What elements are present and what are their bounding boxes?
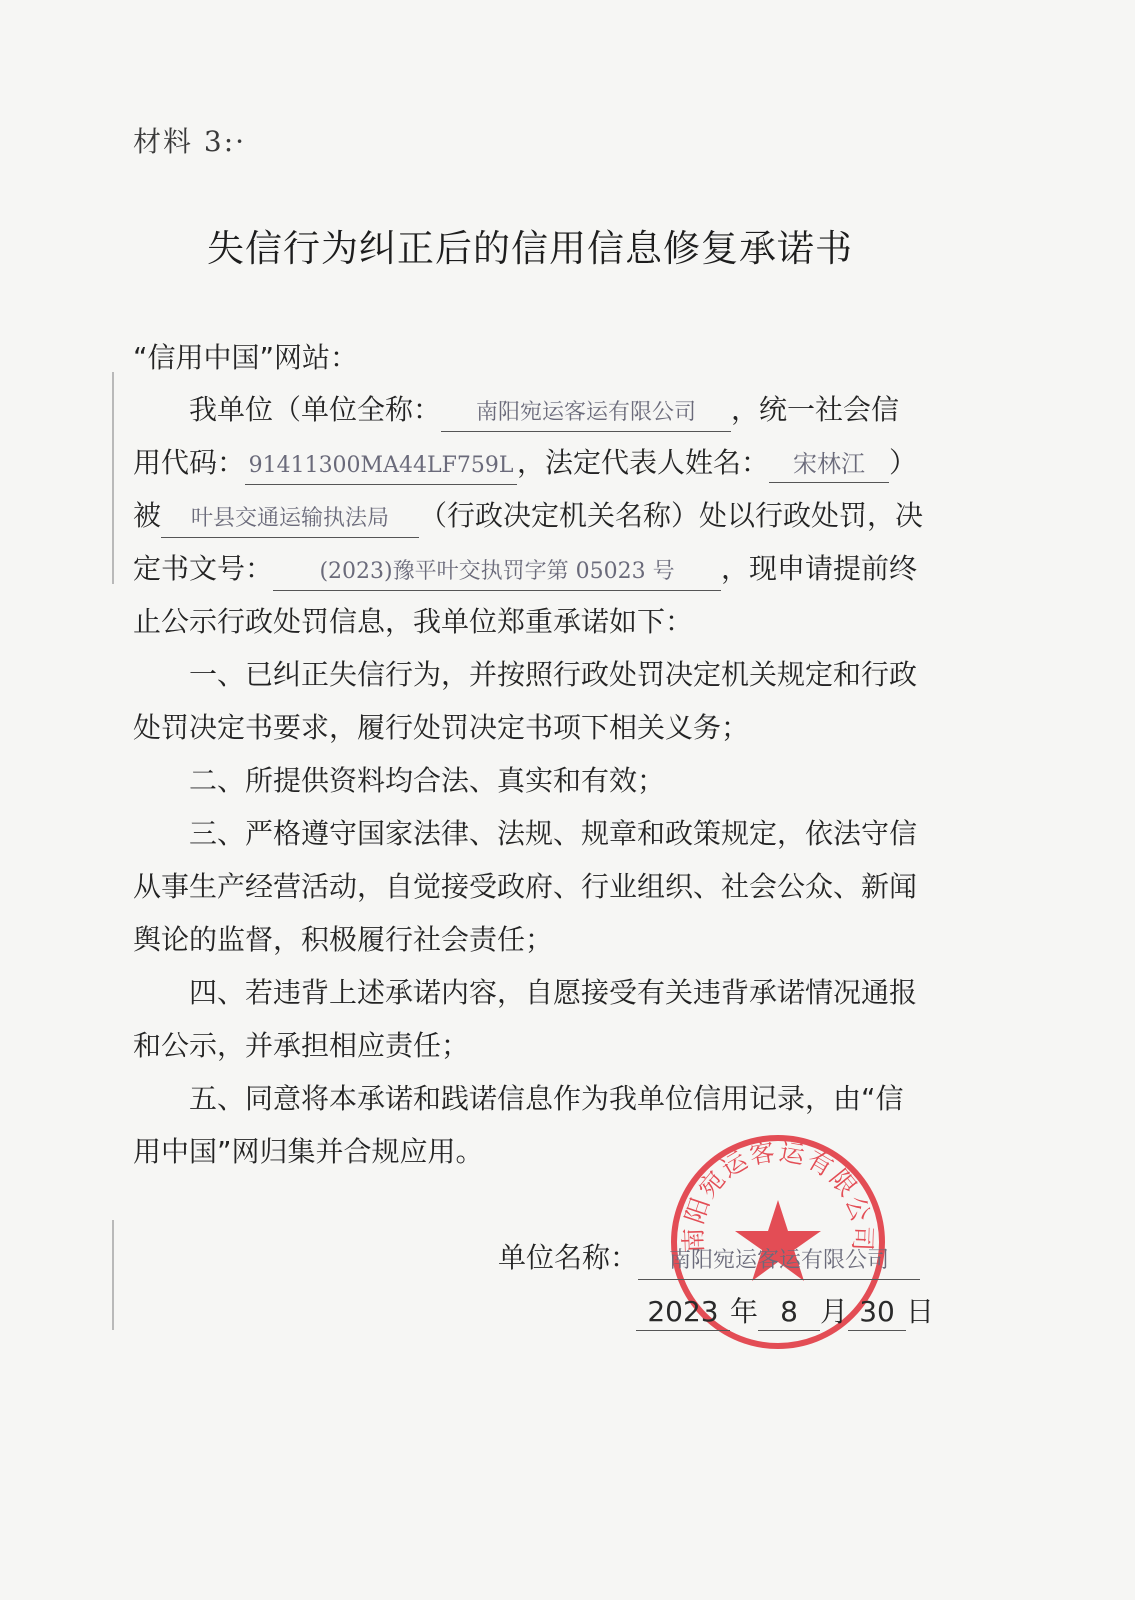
commitment-3-line-1: 三、严格遵守国家法律、法规、规章和政策规定，依法守信 bbox=[189, 817, 918, 850]
doc-label: 材料 3:· bbox=[133, 125, 247, 158]
company-name-field: 南阳宛运客运有限公司 bbox=[441, 395, 731, 432]
date-row: 2023 年 8 月 30 日 bbox=[636, 1290, 934, 1331]
unit-name-row: 单位名称： 南阳宛运客运有限公司 bbox=[498, 1236, 920, 1280]
intro-line-3: 被 叶县交通运输执法局 （行政决定机关名称）处以行政处罚，决 bbox=[133, 496, 933, 536]
date-year: 2023 bbox=[636, 1294, 730, 1331]
margin-line-top bbox=[112, 372, 114, 584]
credit-code-field: 91411300MA44LF759L bbox=[245, 448, 517, 485]
margin-line-bottom bbox=[112, 1220, 114, 1330]
commitment-2: 二、所提供资料均合法、真实和有效； bbox=[189, 764, 666, 797]
date-day: 30 bbox=[848, 1294, 906, 1331]
date-month: 8 bbox=[758, 1294, 820, 1331]
page-title: 失信行为纠正后的信用信息修复承诺书 bbox=[207, 227, 853, 270]
seal-text: 南阳宛运客运有限公司 bbox=[678, 1136, 878, 1254]
legal-rep-field: 宋林江 bbox=[769, 446, 889, 483]
salutation: “信用中国”网站： bbox=[133, 341, 359, 374]
intro-line-1: 我单位（单位全称： 南阳宛运客运有限公司 ，统一社会信 bbox=[133, 390, 989, 430]
authority-field: 叶县交通运输执法局 bbox=[161, 501, 419, 538]
commitment-3-line-2: 从事生产经营活动，自觉接受政府、行业组织、社会公众、新闻 bbox=[133, 870, 918, 903]
commitment-4-line-2: 和公示，并承担相应责任； bbox=[133, 1029, 470, 1062]
intro-line-4: 定书文号： (2023)豫平叶交执罚字第 05023 号 ，现申请提前终 bbox=[133, 549, 933, 589]
decision-number-field: (2023)豫平叶交执罚字第 05023 号 bbox=[273, 554, 721, 591]
commitment-1-line-1: 一、已纠正失信行为，并按照行政处罚决定机关规定和行政 bbox=[189, 658, 918, 691]
commitment-4-line-1: 四、若违背上述承诺内容，自愿接受有关违背承诺情况通报 bbox=[189, 976, 918, 1009]
commitment-5-line-2: 用中国”网归集并合规应用。 bbox=[133, 1135, 484, 1168]
commitment-3-line-3: 舆论的监督，积极履行社会责任； bbox=[133, 923, 554, 956]
intro-line-2: 用代码： 91411300MA44LF759L ，法定代表人姓名： 宋林江 ） bbox=[133, 443, 933, 483]
commitment-5-line-1: 五、同意将本承诺和践诺信息作为我单位信用记录，由“信 bbox=[189, 1082, 904, 1115]
commitment-1-line-2: 处罚决定书要求，履行处罚决定书项下相关义务； bbox=[133, 711, 750, 744]
intro-line-5: 止公示行政处罚信息，我单位郑重承诺如下： bbox=[133, 605, 694, 638]
unit-name-field: 南阳宛运客运有限公司 bbox=[638, 1243, 920, 1280]
